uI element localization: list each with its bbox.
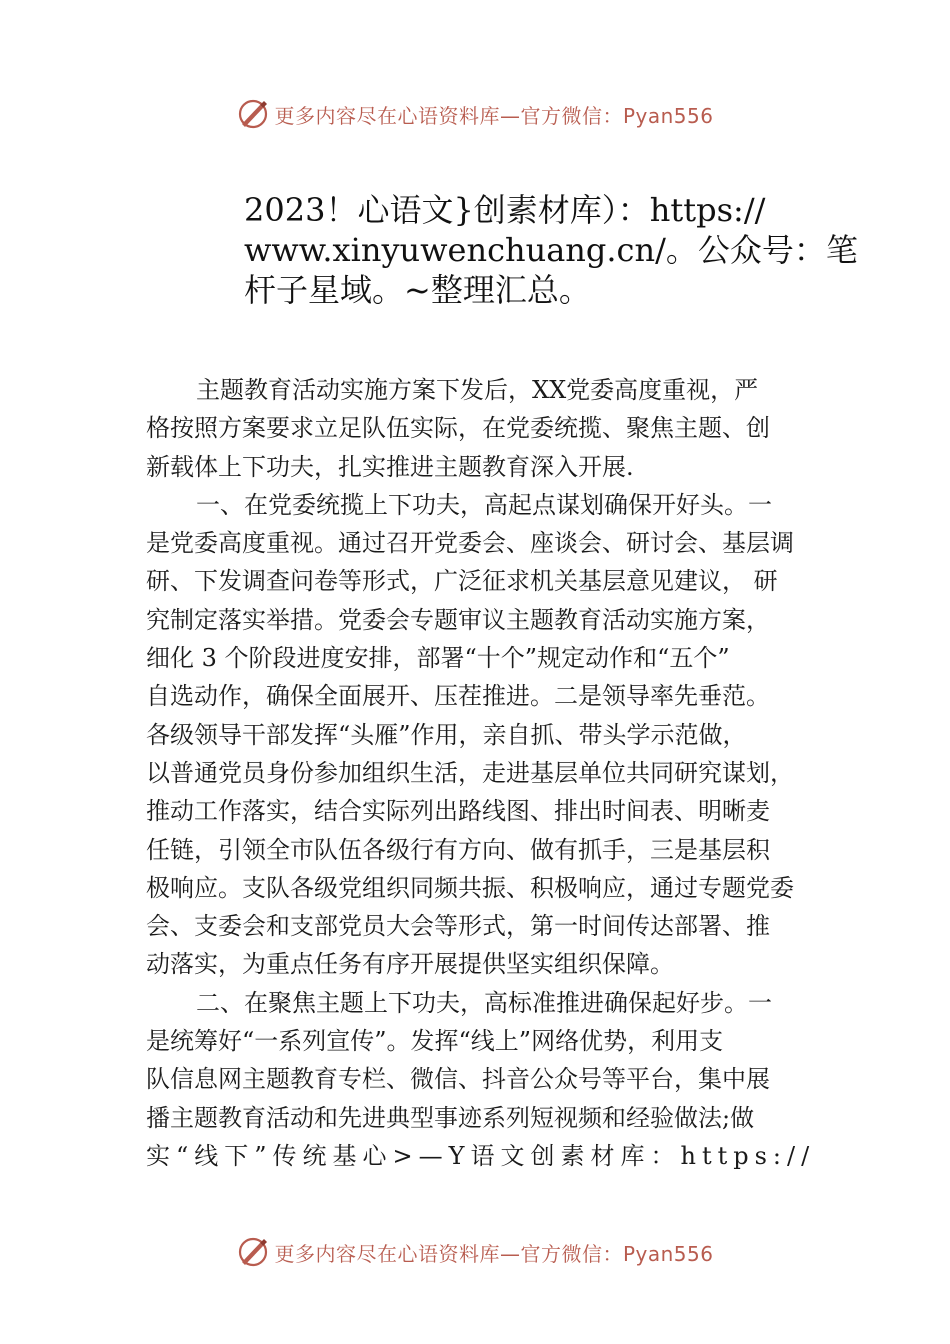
body-line: 二、在聚焦主题上下功夫，高标准推进确保起好步。一 xyxy=(196,988,772,1017)
watermark-text: 更多内容尽在心语资料库—官方微信：Pyan556 xyxy=(274,103,714,128)
document-body xyxy=(146,371,826,1175)
body-line: 各级领导干部发挥“头雁”作用，亲自抓、带头学示范做， xyxy=(146,720,747,749)
watermark-banner-bottom xyxy=(0,1230,950,1274)
watermark-text: 更多内容尽在心语资料库—官方微信：Pyan556 xyxy=(274,1241,714,1266)
body-line: 格按照方案要求立足队伍实际，在党委统揽、聚焦主题、创 xyxy=(146,414,770,443)
body-line: 播主题教育活动和先进典型事迹系列短视频和经验做法;做 xyxy=(146,1103,755,1132)
body-line: 任链，引领全市队伍各级行有方向、做有抓手，三是基层积 xyxy=(146,835,770,864)
body-line: 极响应。支队各级党组织同频共振、积极响应，通过专题党委 xyxy=(146,873,794,902)
body-line: 一、在党委统揽上下功夫，高起点谋划确保开好头。一 xyxy=(196,490,772,519)
heading-line: 杆子星域。~整理汇总。 xyxy=(244,271,591,309)
body-line: 自选动作，确保全面展开、压茬推进。二是领导率先垂范。 xyxy=(146,682,770,711)
pen-logo-icon xyxy=(236,97,270,131)
body-line: 实“线下”传统基心>—Y语文创素材库：https:// xyxy=(146,1141,816,1170)
pen-logo-icon xyxy=(236,1235,270,1269)
body-line: 究制定落实举措。党委会专题审议主题教育活动实施方案， xyxy=(146,605,770,634)
watermark-banner-top xyxy=(0,92,950,136)
body-line: 动落实，为重点任务有序开展提供坚实组织保障。 xyxy=(146,950,674,979)
document-heading xyxy=(244,190,858,310)
body-line: 细化 3 个阶段进度安排，部署“十个”规定动作和“五个” xyxy=(146,644,730,673)
body-line: 会、支委会和支部党员大会等形式，第一时间传达部署、推 xyxy=(146,912,770,941)
body-line: 研、下发调查问卷等形式，广泛征求机关基层意见建议， 研 xyxy=(146,567,778,596)
heading-line: www.xinyuwenchuang.cn/。公众号：笔 xyxy=(244,231,858,269)
body-line: 主题教育活动实施方案下发后，XX党委高度重视，严 xyxy=(196,376,759,404)
heading-line: 2023！心语文}创素材库）：https:// xyxy=(244,191,766,229)
body-line: 新载体上下功夫，扎实推进主题教育深入开展. xyxy=(146,452,634,481)
body-line: 队信息网主题教育专栏、微信、抖音公众号等平台，集中展 xyxy=(146,1065,770,1094)
body-line: 是统筹好“一系列宣传”。发挥“线上”网络优势，利用支 xyxy=(146,1027,724,1056)
body-line: 是党委高度重视。通过召开党委会、座谈会、研讨会、基层调 xyxy=(146,529,794,558)
body-line: 推动工作落实，结合实际列出路线图、排出时间表、明晰麦 xyxy=(146,797,770,826)
body-line: 以普通党员身份参加组织生活，走进基层单位共同研究谋划， xyxy=(146,758,794,787)
